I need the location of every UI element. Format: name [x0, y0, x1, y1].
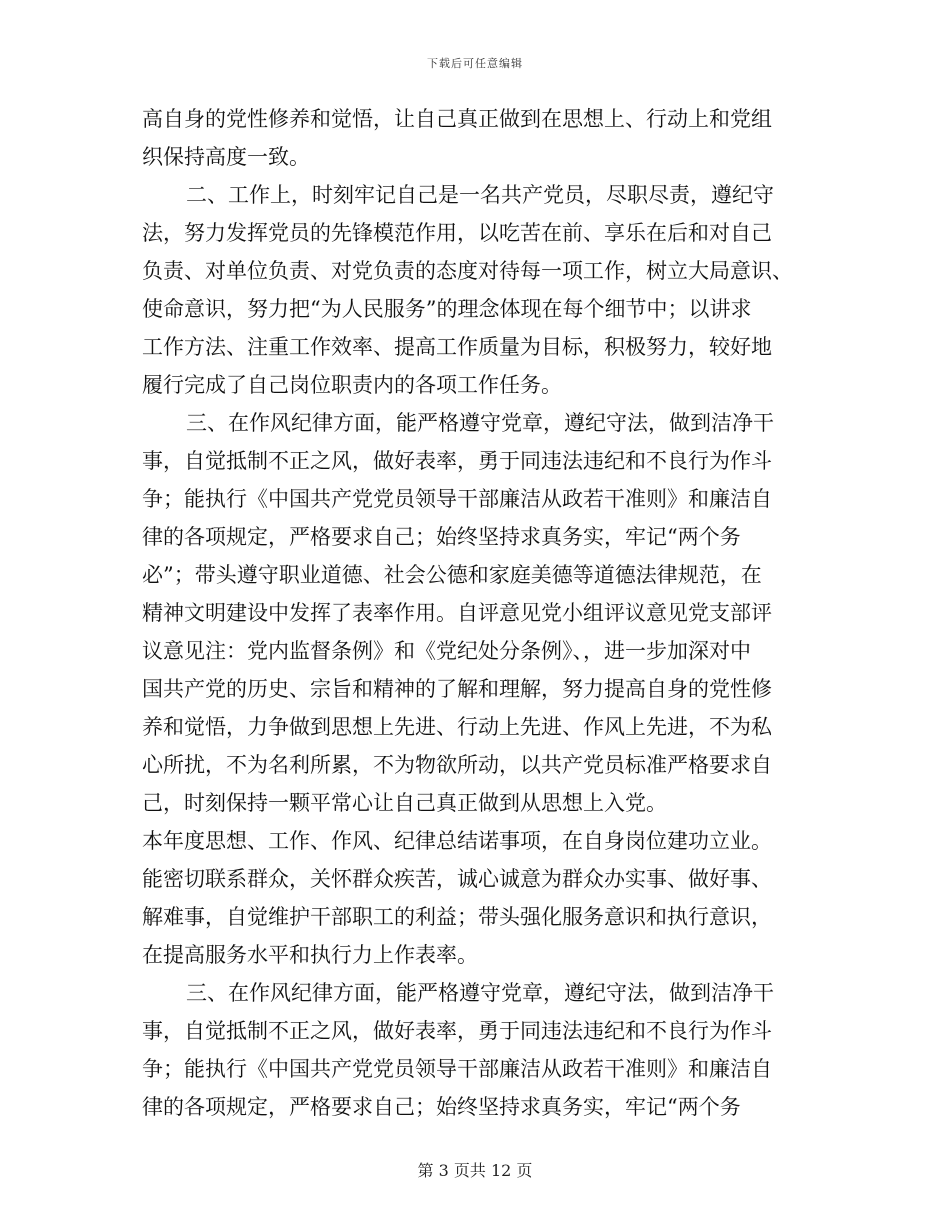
text-line: 国共产党的历史、宗旨和精神的了解和理解，努力提高自身的党性修 [142, 677, 772, 701]
document-body [142, 100, 810, 1126]
page-number-footer: 第 3 页共 12 页 [417, 1161, 533, 1180]
paragraph-start-line: 二、工作上，时刻牢记自己是一名共产党员，尽职尽责，遵纪守 [186, 183, 774, 207]
text-line: 解难事，自觉维护干部职工的利益；带头强化服务意识和执行意识， [142, 905, 772, 929]
page-header: 下载后可任意编辑 [427, 57, 523, 70]
paragraph-start-line: 三、在作风纪律方面，能严格遵守党章，遵纪守法，做到洁净干 [186, 411, 774, 435]
text-line: 必”；带头遵守职业道德、社会公德和家庭美德等道德法律规范，在 [142, 563, 762, 587]
text-line: 己，时刻保持一颗平常心让自己真正做到从思想上入党。 [142, 791, 667, 815]
text-line: 法，努力发挥党员的先锋模范作用，以吃苦在前、享乐在后和对自己 [142, 221, 772, 245]
text-line: 议意见注：党内监督条例》和《党纪处分条例》、，进一步加深对中 [142, 639, 751, 663]
text-line: 心所扰，不为名利所累，不为物欲所动，以共产党员标准严格要求自 [142, 753, 772, 777]
text-line: 争；能执行《中国共产党党员领导干部廉洁从政若干准则》和廉洁自 [142, 1057, 772, 1081]
text-line: 争；能执行《中国共产党党员领导干部廉洁从政若干准则》和廉洁自 [142, 487, 772, 511]
text-line: 事，自觉抵制不正之风，做好表率，勇于同违法违纪和不良行为作斗 [142, 449, 772, 473]
text-line: 律的各项规定，严格要求自己；始终坚持求真务实，牢记“两个务 [142, 525, 741, 549]
text-line: 织保持高度一致。 [142, 145, 310, 169]
text-line: 高自身的党性修养和觉悟，让自己真正做到在思想上、行动上和党组 [142, 107, 772, 131]
paragraph-start-line: 三、在作风纪律方面，能严格遵守党章，遵纪守法，做到洁净干 [186, 981, 774, 1005]
text-line: 使命意识，努力把“为人民服务”的理念体现在每个细节中；以讲求 [142, 297, 752, 321]
text-line: 养和觉悟，力争做到思想上先进、行动上先进、作风上先进，不为私 [142, 715, 772, 739]
text-line: 本年度思想、工作、作风、纪律总结诺事项，在自身岗位建功立业。 [142, 829, 772, 853]
text-line: 工作方法、注重工作效率、提高工作质量为目标，积极努力，较好地 [142, 335, 772, 359]
text-line: 负责、对单位负责、对党负责的态度对待每一项工作，树立大局意识、 [142, 259, 793, 283]
text-line: 律的各项规定，严格要求自己；始终坚持求真务实，牢记“两个务 [142, 1095, 741, 1119]
text-line: 能密切联系群众，关怀群众疾苦，诚心诚意为群众办实事、做好事、 [142, 867, 772, 891]
text-line: 履行完成了自己岗位职责内的各项工作任务。 [142, 373, 562, 397]
text-line: 精神文明建设中发挥了表率作用。自评意见党小组评议意见党支部评 [142, 601, 772, 625]
text-line: 事，自觉抵制不正之风，做好表率，勇于同违法违纪和不良行为作斗 [142, 1019, 772, 1043]
text-line: 在提高服务水平和执行力上作表率。 [142, 943, 478, 967]
